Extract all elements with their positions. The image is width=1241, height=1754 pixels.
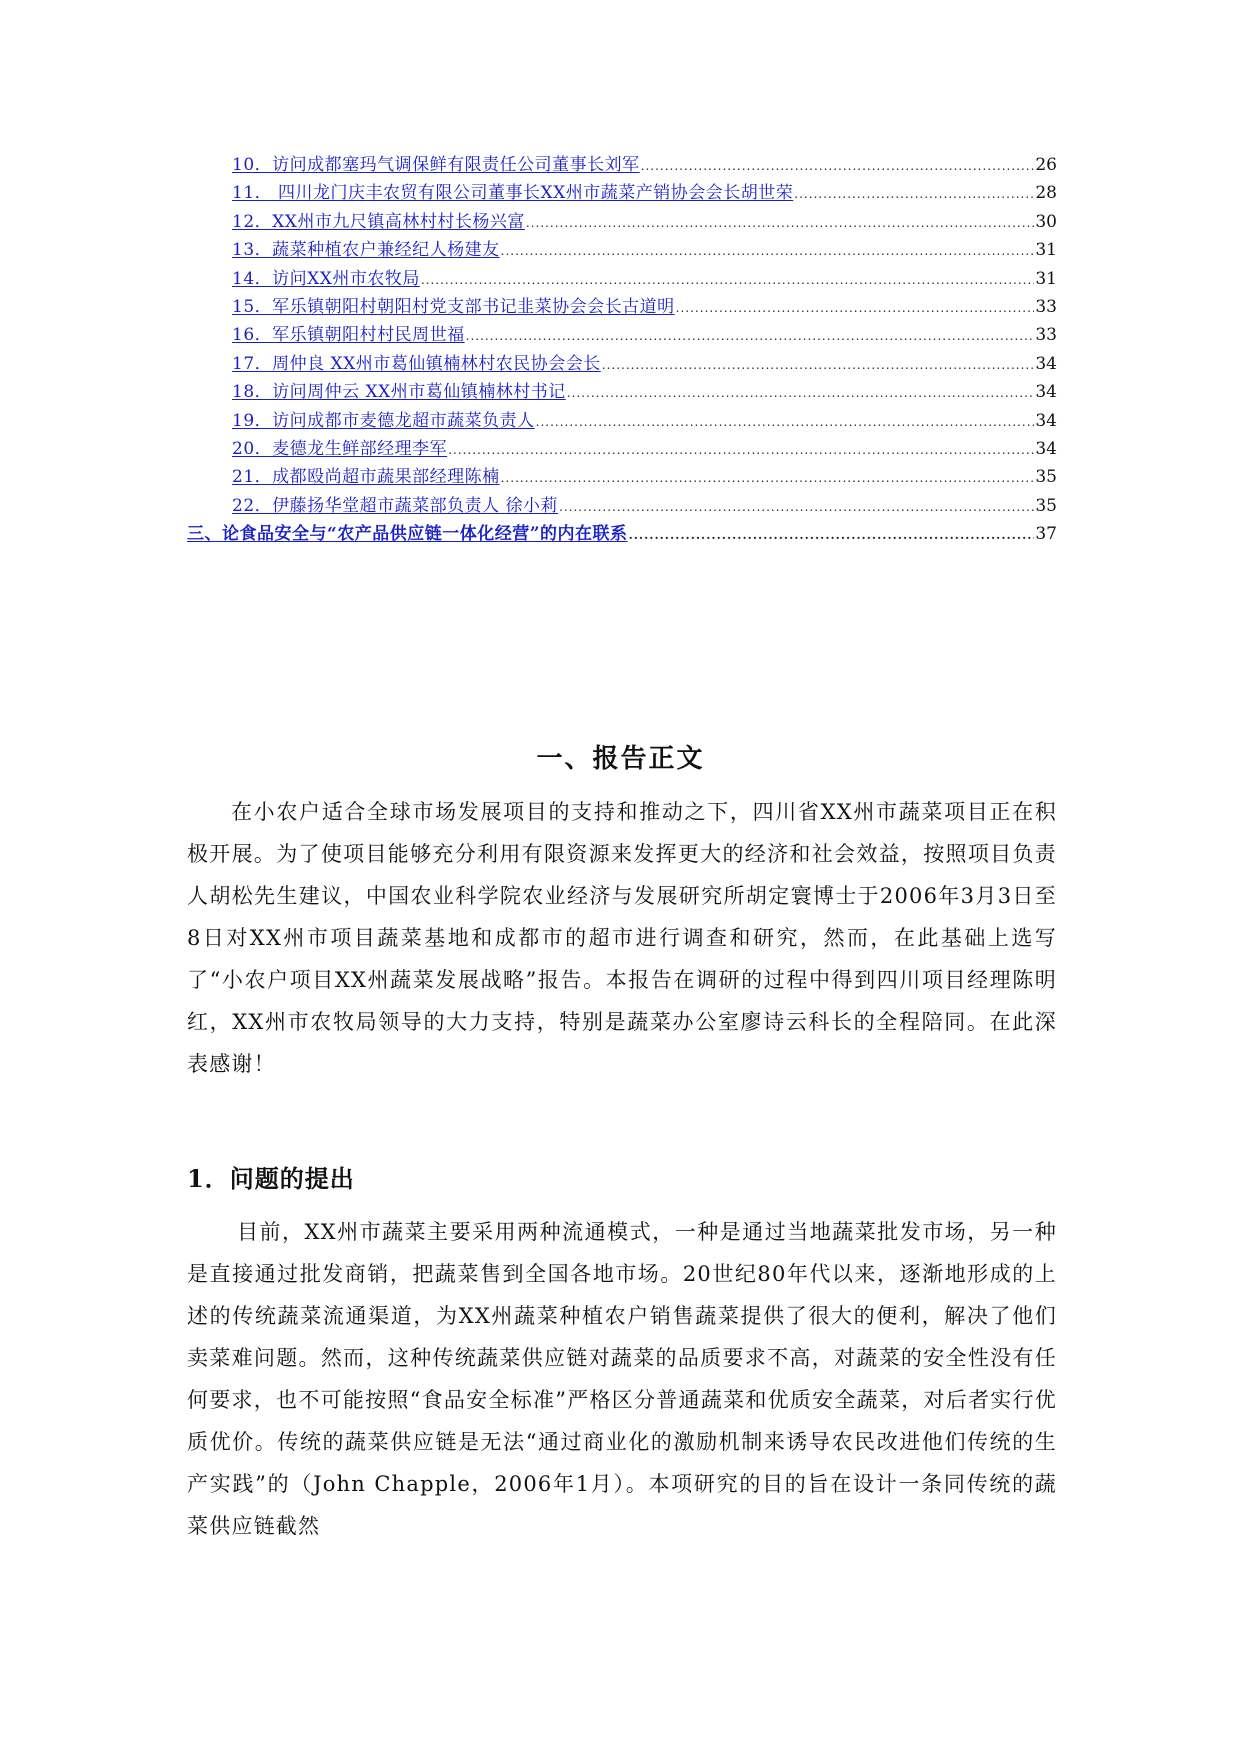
toc-dot-leader	[501, 237, 1035, 265]
toc-page-number: 35	[1035, 495, 1057, 516]
toc-entry-link[interactable]: 10．访问成都塞玛气调保鲜有限责任公司董事长刘军	[232, 155, 640, 175]
toc-entry[interactable]	[187, 265, 1057, 293]
toc-dot-leader	[448, 436, 1034, 464]
toc-dot-leader	[602, 351, 1035, 379]
toc-page-number: 34	[1035, 382, 1057, 403]
toc-entry-link[interactable]: 11． 四川龙门庆丰农贸有限公司董事长XX州市蔬菜产销协会会长胡世荣	[232, 183, 794, 204]
toc-section-entry[interactable]	[187, 520, 1057, 548]
toc-page-number: 31	[1035, 240, 1057, 261]
toc-entry[interactable]	[187, 208, 1057, 236]
toc-entry-link[interactable]: 15．军乐镇朝阳村朝阳村党支部书记韭菜协会会长古道明	[232, 296, 675, 317]
toc-entry[interactable]	[187, 492, 1057, 520]
subsection-heading: 1．问题的提出	[187, 1164, 355, 1193]
toc-entry-link[interactable]: 17．周仲良 XX州市葛仙镇楠林村农民协会会长	[232, 353, 601, 374]
toc-entry-link[interactable]: 12．XX州市九尺镇高林村村长杨兴富	[232, 211, 525, 232]
toc-entry-link[interactable]: 22．伊藤扬华堂超市蔬菜部负责人 徐小莉	[232, 495, 559, 516]
toc-section-link[interactable]: 三、论食品安全与“农产品供应链一体化经营”的内在联系	[187, 524, 628, 545]
intro-paragraph: 在小农户适合全球市场发展项目的支持和推动之下，四川省XX州市蔬菜项目正在积极开展。为了使项目能够充分利用有限资源来发挥更大的经济和社会效益，按照项目负责人胡松先生建议，中国农业科学院农业经济与发展研究所胡定寰博士于2006年3月3日至8日对XX州市项目蔬菜基地和成都市的超市进行调查和研究，然而，在此基础上选写了“小农户项目XX州蔬菜发展战略”报告。本报告在调研的过程中得到四川项目经理陈明红，XX州市农牧局领导的大力支持，特别是蔬菜办公室廖诗云科长的全程陪同。在此深表感谢！	[187, 800, 1057, 1076]
toc-entry[interactable]	[187, 293, 1057, 321]
toc-entry-link[interactable]: 21．成都殴尚超市蔬果部经理陈楠	[232, 467, 500, 488]
table-of-contents	[187, 151, 1057, 548]
toc-entry[interactable]	[187, 350, 1057, 378]
toc-entry-link[interactable]: 14．访问XX州市农牧局	[232, 268, 420, 289]
toc-entry-link[interactable]: 18．访问周仲云 XX州市葛仙镇楠林村书记	[232, 382, 566, 403]
toc-dot-leader	[559, 493, 1034, 521]
section-heading: 一、报告正文	[536, 744, 705, 774]
toc-dot-leader	[536, 408, 1035, 436]
toc-entry[interactable]	[187, 435, 1057, 463]
toc-dot-leader	[794, 180, 1034, 208]
toc-page-number: 33	[1035, 325, 1057, 346]
toc-entry[interactable]	[187, 378, 1057, 406]
toc-page-number: 26	[1035, 155, 1057, 175]
toc-entry[interactable]	[187, 151, 1057, 179]
toc-entry-link[interactable]: 20．麦德龙生鲜部经理李军	[232, 438, 448, 459]
toc-entry-link[interactable]: 16．军乐镇朝阳村村民周世福	[232, 325, 465, 346]
toc-dot-leader	[641, 152, 1035, 180]
toc-page-number: 35	[1035, 467, 1057, 488]
toc-entry-link[interactable]: 13．蔬菜种植农户兼经纪人杨建友	[232, 240, 500, 261]
toc-page-number: 34	[1035, 353, 1057, 374]
toc-dot-leader	[526, 209, 1035, 237]
toc-page-number: 34	[1035, 410, 1057, 431]
toc-entry[interactable]	[187, 463, 1057, 491]
toc-dot-leader	[676, 294, 1035, 322]
toc-page-number: 28	[1035, 183, 1057, 204]
toc-entry-link[interactable]: 19．访问成都市麦德龙超市蔬菜负责人	[232, 410, 535, 431]
toc-entry[interactable]	[187, 236, 1057, 264]
toc-page-number: 31	[1035, 268, 1057, 289]
toc-dot-leader	[629, 521, 1035, 549]
toc-page-number: 33	[1035, 296, 1057, 317]
toc-entry[interactable]	[187, 179, 1057, 207]
toc-dot-leader	[421, 266, 1035, 294]
toc-entry[interactable]	[187, 321, 1057, 349]
toc-page-number: 37	[1035, 524, 1057, 545]
toc-dot-leader	[466, 322, 1035, 350]
toc-entry[interactable]	[187, 407, 1057, 435]
toc-dot-leader	[501, 464, 1035, 492]
toc-page-number: 30	[1035, 211, 1057, 232]
body-paragraph: 目前，XX州市蔬菜主要采用两种流通模式，一种是通过当地蔬菜批发市场，另一种是直接通过批发商销，把蔬菜售到全国各地市场。20世纪80年代以来，逐渐地形成的上述的传统蔬菜流通渠道，为XX州蔬菜种植农户销售蔬菜提供了很大的便利，解决了他们卖菜难问题。然而，这种传统蔬菜供应链对蔬菜的品质要求不高，对蔬菜的安全性没有任何要求，也不可能按照“食品安全标准”严格区分普通蔬菜和优质安全蔬菜，对后者实行优质优价。传统的蔬菜供应链是无法“通过商业化的激励机制来诱导农民改进他们传统的生产实践”的（John Chapple，2006年1月）。本项研究的目的旨在设计一条同传统的蔬菜供应链截然	[187, 1220, 1057, 1538]
toc-page-number: 34	[1035, 438, 1057, 459]
toc-dot-leader	[567, 379, 1035, 407]
